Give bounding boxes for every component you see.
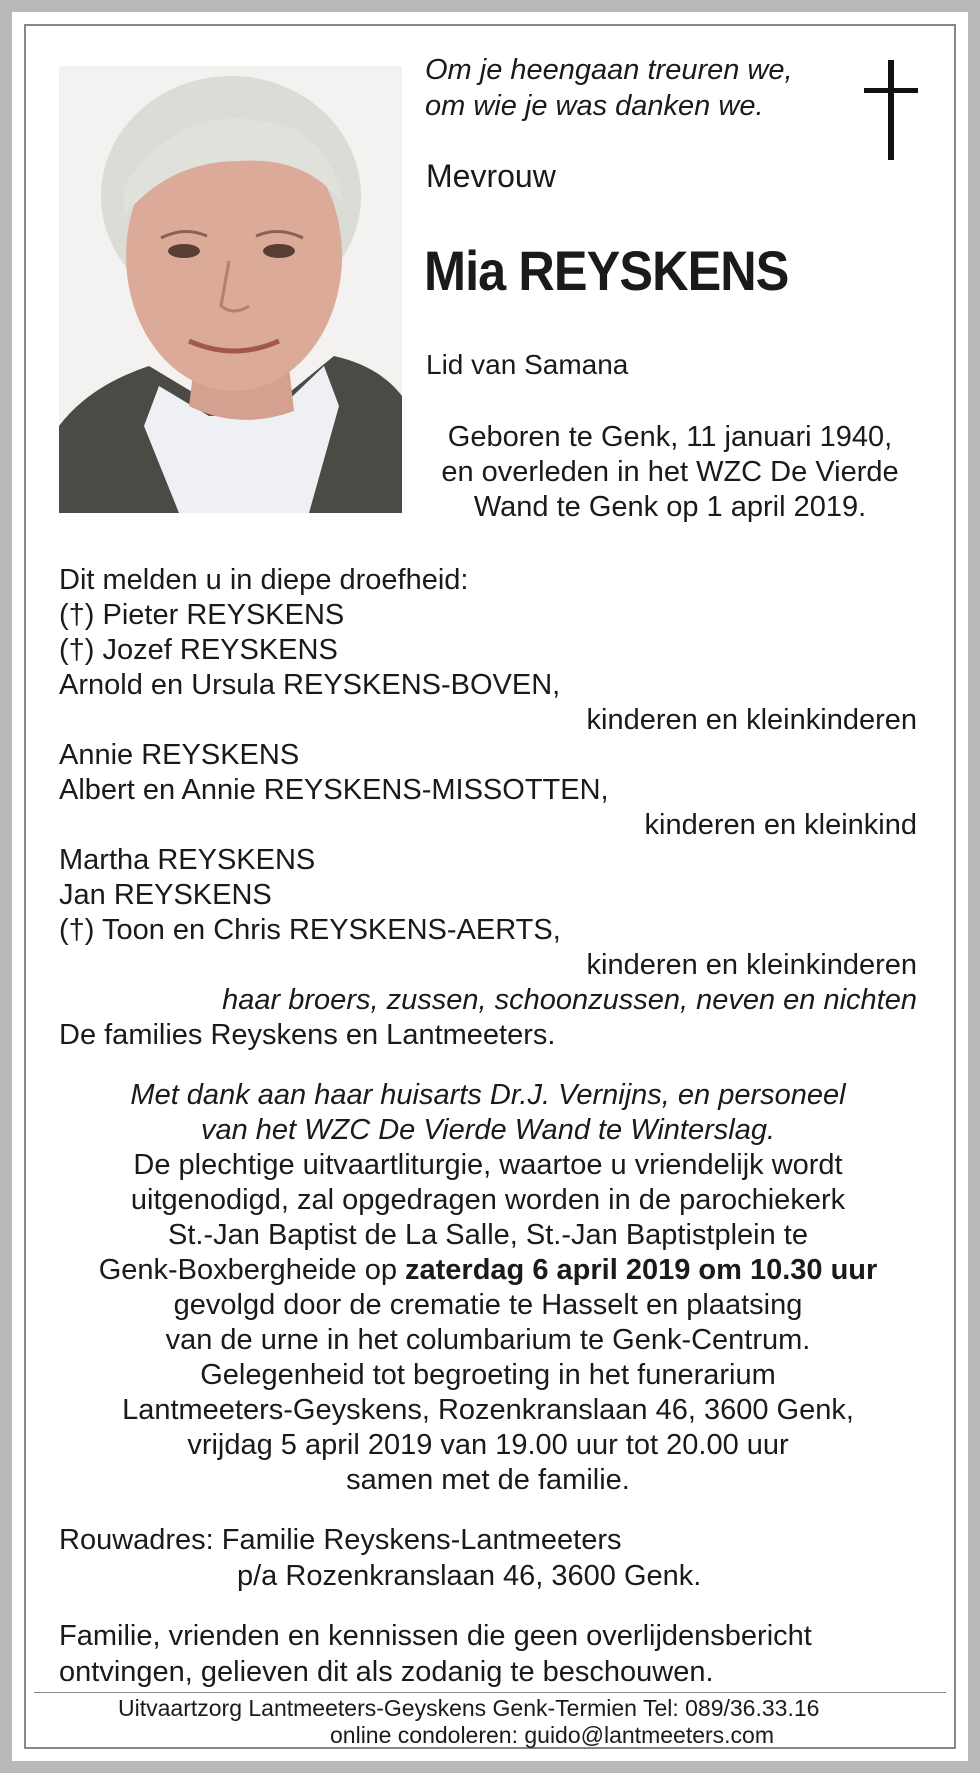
service-line: Lantmeeters-Geyskens, Rozenkranslaan 46, 3600 Genk,: [122, 1394, 854, 1426]
mourner-relation: kinderen en kleinkind: [644, 809, 917, 841]
portrait-illustration: [59, 66, 402, 513]
membership-line: Lid van Samana: [426, 349, 629, 380]
service-line: van de urne in het columbarium te Genk-Centrum.: [165, 1324, 811, 1356]
portrait-photo: [59, 66, 402, 513]
mourner-line: Martha REYSKENS: [59, 844, 316, 876]
service-line: gevolgd door de crematie te Hasselt en plaatsing: [173, 1289, 803, 1321]
service-details: [59, 1078, 917, 1498]
service-line: vrijdag 5 april 2019 van 19.00 uur tot 20.00 uur: [187, 1429, 789, 1461]
mourner-line: (†) Pieter REYSKENS: [59, 599, 345, 631]
footer-divider: [34, 1692, 946, 1693]
mourner-families: De families Reyskens en Lantmeeters.: [59, 1019, 556, 1051]
deceased-name: Mia REYSKENS: [424, 239, 789, 302]
mourner-line: Arnold en Ursula REYSKENS-BOVEN,: [59, 669, 561, 701]
birth-line-3: Wand te Genk op 1 april 2019.: [473, 491, 867, 523]
notice-text: [59, 1618, 812, 1690]
mourner-relation: kinderen en kleinkinderen: [586, 949, 917, 981]
motto-line-2: om wie je was danken we.: [425, 90, 764, 122]
mourner-line: (†) Toon en Chris REYSKENS-AERTS,: [59, 914, 561, 946]
service-line: samen met de familie.: [346, 1464, 630, 1496]
mourner-relatives: haar broers, zussen, schoonzussen, neven en nichten: [222, 984, 917, 1016]
mourners-intro: Dit melden u in diepe droefheid:: [59, 564, 469, 596]
notice-line-2: ontvingen, gelieven dit als zodanig te beschouwen.: [59, 1656, 714, 1688]
honorific-title: Mevrouw: [426, 158, 556, 194]
service-datetime: zaterdag 6 april 2019 om 10.30 uur: [405, 1254, 878, 1286]
notice-line-1: Familie, vrienden en kennissen die geen overlijdensbericht: [59, 1620, 812, 1652]
mourners-list: [59, 563, 917, 1053]
service-line: uitgenodigd, zal opgedragen worden in de parochiekerk: [130, 1184, 846, 1216]
mourner-line: (†) Jozef REYSKENS: [59, 634, 338, 666]
birth-death-details: [420, 420, 920, 525]
service-line: De plechtige uitvaartliturgie, waartoe u vriendelijk wordt: [133, 1149, 843, 1181]
funeral-home-contact: Uitvaartzorg Lantmeeters-Geyskens Genk-Termien Tel: 089/36.33.16: [118, 1695, 820, 1721]
mourner-line: Jan REYSKENS: [59, 879, 272, 911]
mourning-address: [59, 1522, 701, 1594]
mourner-line: Annie REYSKENS: [59, 739, 300, 771]
online-condolence-email[interactable]: online condoleren: guido@lantmeeters.com: [330, 1722, 774, 1748]
address-line-1: Rouwadres: Familie Reyskens-Lantmeeters: [59, 1524, 622, 1556]
birth-line-2: en overleden in het WZC De Vierde: [441, 456, 899, 488]
thanks-line-1: Met dank aan haar huisarts Dr.J. Vernijns, en personeel: [130, 1079, 846, 1111]
motto-verse: [425, 52, 825, 124]
mourner-line: Albert en Annie REYSKENS-MISSOTTEN,: [59, 774, 609, 806]
address-line-2: p/a Rozenkranslaan 46, 3600 Genk.: [237, 1560, 702, 1592]
service-date-line: [59, 1253, 917, 1288]
cross-icon: [864, 60, 918, 165]
birth-line-1: Geboren te Genk, 11 januari 1940,: [447, 421, 893, 453]
service-line: St.-Jan Baptist de La Salle, St.-Jan Baptistplein te: [168, 1219, 808, 1251]
motto-line-1: Om je heengaan treuren we,: [425, 54, 793, 86]
thanks-line-2: van het WZC De Vierde Wand te Winterslag.: [200, 1114, 776, 1146]
mourner-relation: kinderen en kleinkinderen: [586, 704, 917, 736]
service-line: Gelegenheid tot begroeting in het funerarium: [200, 1359, 776, 1391]
service-place: Genk-Boxbergheide op: [98, 1254, 406, 1286]
